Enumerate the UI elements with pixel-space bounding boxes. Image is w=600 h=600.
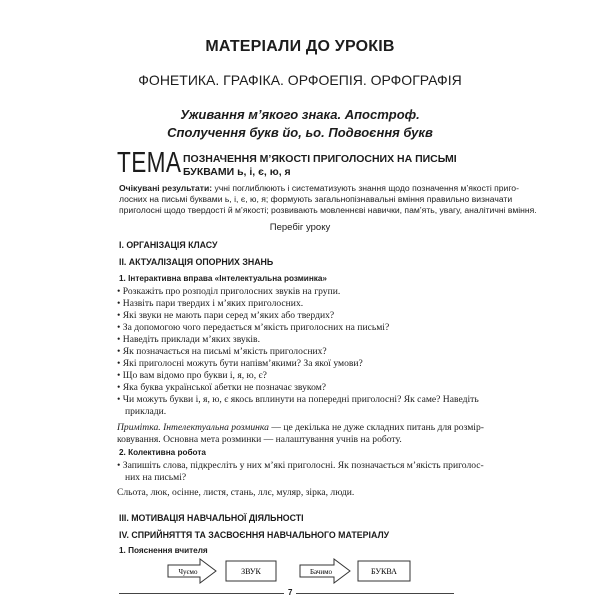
expected-results <box>119 183 537 216</box>
list-item: • Чи можуть букви і, я, ю, є якось вплинути на попередні приголосні? Як саме? Наведіть <box>117 394 479 405</box>
tema-line-1: ПОЗНАЧЕННЯ М’ЯКОСТІ ПРИГОЛОСНИХ НА ПИСЬМІ <box>183 153 457 165</box>
task-words: Сльота, люк, осінне, листя, стань, ллє, муляр, зірка, люди. <box>117 487 355 498</box>
list-item: • Наведіть приклади м’яких звуків. <box>117 334 260 345</box>
task-line-1: • Запишіть слова, підкресліть у них м’які приголосні. Як позначається м’якість приголос- <box>117 460 484 471</box>
section-2-sub-2: 2. Колективна робота <box>119 448 206 457</box>
expected-label: Очікувані результати: <box>119 183 213 193</box>
sound-letter-diagram <box>160 555 420 589</box>
section-1: I. ОРГАНІЗАЦІЯ КЛАСУ <box>119 240 218 250</box>
list-item-continuation: приклади. <box>125 406 167 417</box>
section-2-sub-1: 1. Інтерактивна вправа «Інтелектуальна розминка» <box>119 274 327 283</box>
list-item: • Як позначається на письмі м’якість приголосних? <box>117 346 327 357</box>
list-item: • Розкажіть про розподіл приголосних звуків на групи. <box>117 286 341 297</box>
list-item: • Назвіть пари твердих і м’яких приголосних. <box>117 298 304 309</box>
tema-label: ТЕМА <box>117 147 182 179</box>
note <box>117 422 512 446</box>
topic-line-1: Уживання м’якого знака. Апостроф. <box>180 107 420 122</box>
box-label-1: ЗВУК <box>241 567 261 576</box>
list-item: • Яка буква української абетки не позначає звуком? <box>117 382 327 393</box>
section-4: IV. СПРИЙНЯТТЯ ТА ЗАСВОЄННЯ НАВЧАЛЬНОГО МАТЕРІАЛУ <box>119 530 390 540</box>
expected-line-3: приголосні щодо твердості й м’якості; розвивають мовленнєві навички, пам’ять, увагу, аналітичні вміння. <box>119 205 537 215</box>
note-text-2: ковування. Основна мета розминки — налаштування учнів на роботу. <box>117 434 402 445</box>
topic-line-2: Сполучення букв йо, ьо. Подвоєння букв <box>167 125 433 140</box>
note-text-1: — це декілька не дуже складних питань для розмір- <box>268 422 484 433</box>
list-item: • За допомогою чого передається м’якість приголосних на письмі? <box>117 322 390 333</box>
list-item: • Що вам відомо про букви і, я, ю, є? <box>117 370 267 381</box>
tema-line-2: БУКВАМИ ь, і, є, ю, я <box>183 166 291 178</box>
page-title: МАТЕРІАЛИ ДО УРОКІВ <box>205 38 395 55</box>
expected-line-2: лосних на письмі буквами ь, і, є, ю, я; формують загальнопізнавальні вміння правильно визначати <box>119 194 513 204</box>
question-list <box>117 286 507 418</box>
section-3: III. МОТИВАЦІЯ НАВЧАЛЬНОЇ ДІЯЛЬНОСТІ <box>119 513 304 523</box>
list-item: • Які звуки не мають пари серед м’яких або твердих? <box>117 310 335 321</box>
lesson-course: Перебіг уроку <box>269 222 331 233</box>
note-label: Примітка. Інтелектуальна розминка <box>117 422 269 433</box>
task <box>117 460 512 499</box>
arrow-label-2: Бачимо <box>309 568 333 576</box>
section-4-sub-1: 1. Пояснення вчителя <box>119 546 208 555</box>
list-item: • Які приголосні можуть бути напівм’якими? За якої умови? <box>117 358 363 369</box>
task-line-2: них на письмі? <box>125 472 187 483</box>
expected-line-1: учні поглиблюють і систематизують знання щодо позначення м’якості приго- <box>212 183 519 193</box>
arrow-label-1: Чуємо <box>178 568 198 576</box>
section-2: II. АКТУАЛІЗАЦІЯ ОПОРНИХ ЗНАНЬ <box>119 257 274 267</box>
page-number: 7 <box>284 588 296 597</box>
page-subtitle: ФОНЕТИКА. ГРАФІКА. ОРФОЕПІЯ. ОРФОГРАФІЯ <box>138 72 462 88</box>
box-label-2: БУКВА <box>371 567 397 576</box>
